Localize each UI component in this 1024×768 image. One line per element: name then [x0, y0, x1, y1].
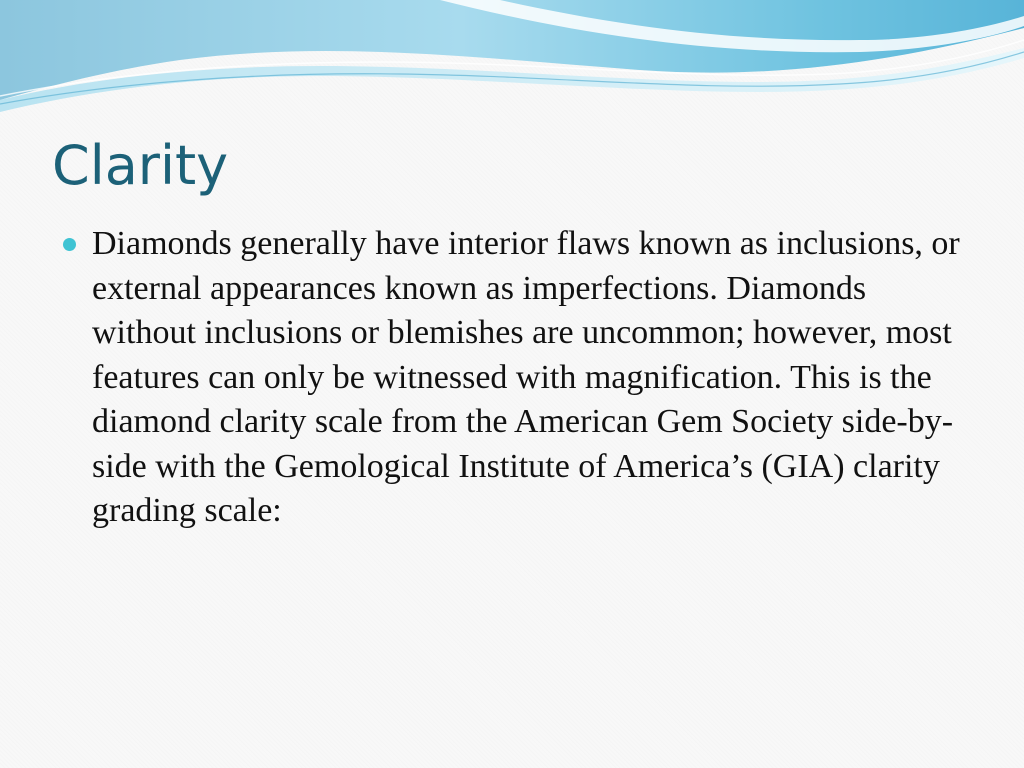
bullet-list [62, 222, 962, 534]
bullet-text: Diamonds generally have interior flaws known as inclusions, or external appearances known as imperfections. Diamonds without inclusions or blemishes are uncommon; however, most features can only be witnessed with magnification. This is the diamond clarity scale from the American Gem Society side-by-side with the Gemological Institute of America’s (GIA) clarity grading scale: [92, 225, 960, 529]
bullet-item [62, 222, 962, 534]
header-wave-decoration [0, 0, 1024, 120]
slide-title: Clarity [52, 134, 229, 197]
bullet-dot-icon [63, 238, 76, 251]
